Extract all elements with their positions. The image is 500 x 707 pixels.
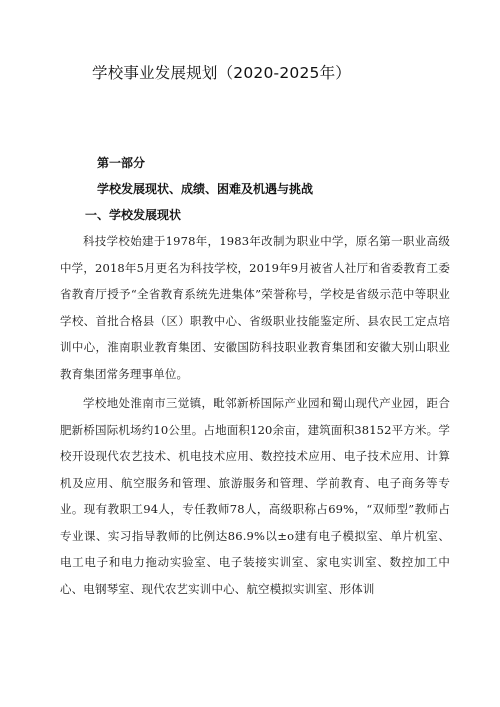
part-title: 学校发展现状、成绩、困难及机遇与挑战 (97, 182, 314, 196)
part-label: 第一部分 (97, 156, 146, 170)
body-paragraph: 科技学校始建于1978年，1983年改制为职业中学，原名第一职业高级中学，2018年5月更名为科技学校，2019年9月被省人社厅和省委教育工委省教育厅授予“全省教育系统先进集体”荣誉称号，学校是省级示范中等职业学校、首批合格县（区）职教中心、省级职业技能鉴定所、县农民工定点培训中心，淮南职业教育集团、安徽国防科技职业教育集团和安徽大别山职业教育集团常务理事单位。 (60, 234, 450, 381)
section-title: 一、学校发展现状 (85, 208, 182, 222)
document-title: 学校事业发展规划（2020-2025年） (92, 64, 351, 82)
body-paragraph: 学校地处淮南市三觉镇，毗邻新桥国际产业园和蜀山现代产业园，距合肥新桥国际机场约10公里。占地面积120余亩，建筑面积38152平方米。学校开设现代农艺技术、机电技术应用、数控技术应用、电子技术应用、计算机及应用、航空服务和管理、旅游服务和管理、学前教育、电子商务等专业。现有教职工94人，专任教师78人，高级职称占69%，“双师型”教师占专业课、实习指导教师的比例达86.9%以±o建有电子模拟室、单片机室、电工电子和电力拖动实验室、电子装接实训室、家电实训室、数控加工中心、电钢琴室、现代农艺实训中心、航空模拟实训室、形体训 (60, 396, 450, 596)
document-body (60, 150, 450, 602)
